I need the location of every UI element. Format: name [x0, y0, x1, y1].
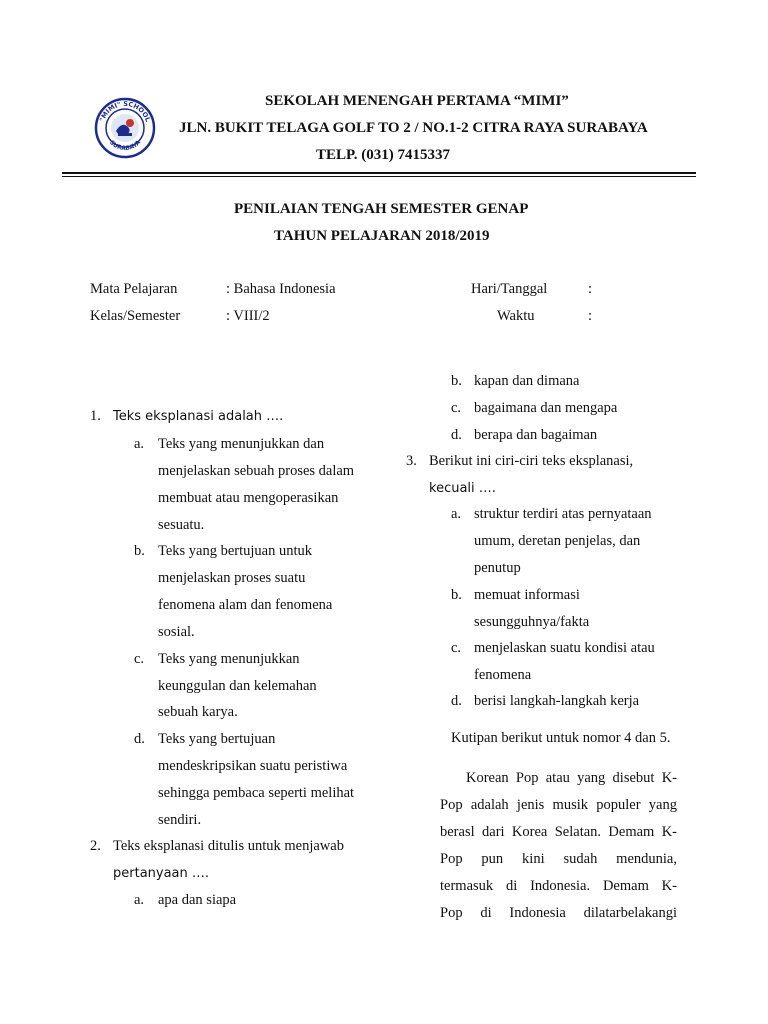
q1-d-line: Teks yang bertujuan [158, 731, 276, 747]
q2-c-label: c. [451, 400, 462, 416]
q3-a-line: umum, deretan penjelas, dan [474, 533, 641, 549]
svg-text:SURABAYA: SURABAYA [107, 139, 143, 153]
excerpt-line: berasl dari Korea Selatan. Demam K- [440, 824, 677, 840]
q3-d-label: d. [451, 693, 462, 709]
q1-d-line: mendeskripsikan suatu peristiwa [158, 758, 348, 774]
q1-stem: Teks eksplanasi adalah …. [113, 409, 284, 424]
q3-stem: Berikut ini ciri-ciri teks eksplanasi, [429, 453, 634, 469]
q1-a-line: menjelaskan sebuah proses dalam [158, 463, 355, 479]
q3-d-text: berisi langkah-langkah kerja [474, 693, 640, 709]
excerpt-line: Pop adalah jenis musik populer yang [440, 797, 677, 813]
subject-value: : Bahasa Indonesia [226, 281, 336, 297]
q1-a-line: Teks yang menunjukkan dan [158, 436, 325, 452]
header-divider [62, 172, 696, 174]
q1-a-line: membuat atau mengoperasikan [158, 490, 339, 506]
q3-number: 3. [406, 453, 417, 469]
q2-d-label: d. [451, 427, 462, 443]
date-value: : [588, 281, 593, 297]
excerpt-paragraph [440, 765, 677, 927]
q3-stem-cont: kecuali …. [429, 481, 496, 496]
header-divider-thin [62, 176, 696, 177]
q1-c-line: Teks yang menunjukkan [158, 651, 300, 667]
q2-d-text: berapa dan bagaiman [474, 427, 598, 443]
q3-c-line: menjelaskan suatu kondisi atau [474, 640, 655, 656]
excerpt-line: Pop di Indonesia dilatarbelakangi [440, 905, 677, 921]
school-seal-icon [94, 97, 156, 159]
q3-b-line: memuat informasi [474, 587, 580, 603]
exam-title: PENILAIAN TENGAH SEMESTER GENAP [234, 201, 529, 217]
q2-stem: Teks eksplanasi ditulis untuk menjawab [113, 838, 344, 854]
q2-number: 2. [90, 838, 101, 854]
svg-text:"MIMI" SCHOOL: "MIMI" SCHOOL [98, 99, 152, 123]
q3-b-line: sesungguhnya/fakta [474, 614, 590, 630]
school-address: JLN. BUKIT TELAGA GOLF TO 2 / NO.1-2 CITRA RAYA SURABAYA [179, 120, 648, 136]
q3-a-line: struktur terdiri atas pernyataan [474, 506, 652, 522]
excerpt-line: termasuk di Indonesia. Demam K- [440, 878, 677, 894]
date-label: Hari/Tanggal [471, 281, 548, 297]
excerpt-line: Korean Pop atau yang disebut K- [466, 770, 677, 786]
q1-d-line: sendiri. [158, 812, 202, 828]
q1-c-label: c. [134, 651, 145, 667]
q2-stem-cont: pertanyaan …. [113, 866, 210, 881]
q3-c-line: fenomena [474, 667, 532, 683]
q1-b-line: sosial. [158, 624, 195, 640]
excerpt-intro: Kutipan berikut untuk nomor 4 dan 5. [451, 730, 671, 746]
q1-b-line: Teks yang bertujuan untuk [158, 543, 313, 559]
school-phone: TELP. (031) 7415337 [316, 147, 451, 163]
excerpt-line: Pop pun kini sudah mendunia, [440, 851, 677, 867]
class-label: Kelas/Semester [90, 308, 181, 324]
q2-a-label: a. [134, 892, 145, 908]
q1-a-label: a. [134, 436, 145, 452]
q3-a-line: penutup [474, 560, 521, 576]
school-name: SEKOLAH MENENGAH PERTAMA “MIMI” [265, 93, 569, 109]
q1-c-line: sebuah karya. [158, 704, 238, 720]
exam-year: TAHUN PELAJARAN 2018/2019 [274, 228, 490, 244]
q2-b-text: kapan dan dimana [474, 373, 580, 389]
school-logo [94, 97, 156, 159]
subject-label: Mata Pelajaran [90, 281, 178, 297]
q1-b-line: menjelaskan proses suatu [158, 570, 306, 586]
class-value: : VIII/2 [226, 308, 270, 324]
q1-b-line: fenomena alam dan fenomena [158, 597, 333, 613]
q2-a-text: apa dan siapa [158, 892, 237, 908]
q3-b-label: b. [451, 587, 462, 603]
q1-c-line: keunggulan dan kelemahan [158, 678, 317, 694]
q1-number: 1. [90, 408, 101, 424]
time-label: Waktu [497, 308, 535, 324]
q2-c-text: bagaimana dan mengapa [474, 400, 618, 416]
time-value: : [588, 308, 593, 324]
q2-b-label: b. [451, 373, 462, 389]
q3-a-label: a. [451, 506, 462, 522]
q1-b-label: b. [134, 543, 145, 559]
q3-c-label: c. [451, 640, 462, 656]
q1-d-line: sehingga pembaca seperti melihat [158, 785, 355, 801]
q1-a-line: sesuatu. [158, 517, 205, 533]
q1-d-label: d. [134, 731, 145, 747]
